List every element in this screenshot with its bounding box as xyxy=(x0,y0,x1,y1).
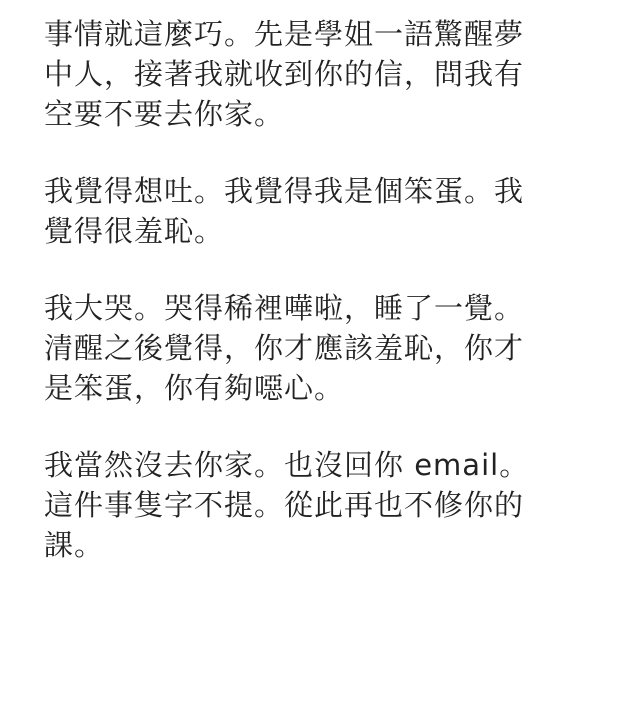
text-line: 課。 xyxy=(44,528,105,562)
text-line: 這件事隻字不提。從此再也不修你的 xyxy=(44,488,525,522)
text-line: 事情就這麼巧。先是學姐一語驚醒夢 xyxy=(44,17,525,51)
paragraph-2 xyxy=(44,171,614,251)
text-line: 覺得很羞恥。 xyxy=(44,214,225,248)
text-line: 我大哭。哭得稀裡嘩啦，睡了一覺。 xyxy=(44,291,525,325)
text-line: 空要不要去你家。 xyxy=(44,97,285,131)
document-body xyxy=(44,14,614,602)
paragraph-3 xyxy=(44,288,614,408)
text-line: 是笨蛋，你有夠噁心。 xyxy=(44,371,345,405)
paragraph-4 xyxy=(44,445,614,565)
text-line: 我當然沒去你家。也沒回你 email。 xyxy=(44,448,530,482)
text-line: 我覺得想吐。我覺得我是個笨蛋。我 xyxy=(44,174,525,208)
paragraph-1 xyxy=(44,14,614,134)
text-line: 清醒之後覺得，你才應該羞恥，你才 xyxy=(44,331,525,365)
text-line: 中人，接著我就收到你的信，問我有 xyxy=(44,57,525,91)
